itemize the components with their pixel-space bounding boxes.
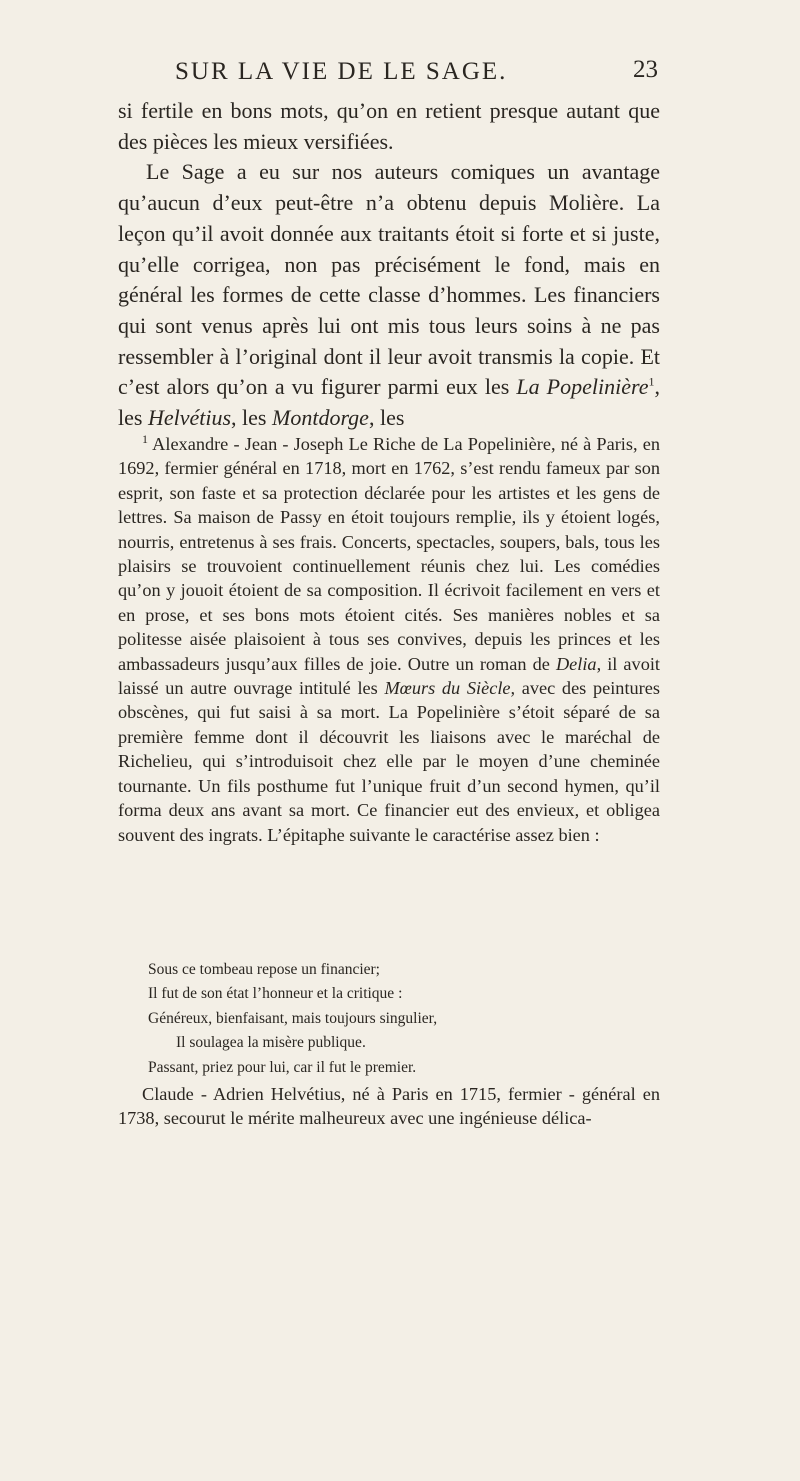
title-moeurs-du-siecle: Mœurs du Siècle, — [384, 678, 516, 699]
footnote-mark: 1 — [142, 431, 148, 446]
running-title: SUR LA VIE DE LE SAGE. — [175, 58, 508, 85]
verse-line: Généreux, bienfaisant, mais toujours singulier, — [148, 1009, 438, 1027]
verse-line: Il soulagea la misère publique. — [176, 1034, 366, 1052]
paragraph-2 — [118, 157, 660, 433]
footnote-text-a: Alexandre - Jean - Joseph Le Riche de La Popelinière, né à Paris, en 1692, fermier général en 1718, mort en 1762, s’est rendu fameux par son esprit, son faste et sa protection déclarée pour les artistes et les gens de lettres. Sa maison de Passy en étoit toujours remplie, ils y étoient logés, nourris, entretenus à ses frais. Concerts, spectacles, soupers, bals, tous les plaisirs se trouvoient continuellement réunis chez lui. Les comédies qu’on y jouoit étoient de sa composition. Il écrivoit facilement en vers et en prose, et ses bons mots étoient cités. Ses manières nobles et sa politesse aisée plaisoient à tous ses convives, depuis les princes et les ambassadeurs jusqu’aux filles de joie. Outre un roman de — [118, 434, 660, 674]
footnote-text-b: , il avoit laissé un autre ouvrage intitulé les — [118, 653, 660, 699]
footnote-2-paragraph: Claude - Adrien Helvétius, né à Paris en 1715, fermier - général en 1738, secourut le mérite malheureux avec une ingénieuse délica- — [118, 1084, 660, 1129]
name-montdorge: Montdorge — [272, 405, 369, 431]
epitaph-verse — [148, 958, 668, 1080]
footnote-1-paragraph — [118, 432, 660, 847]
separator: , les — [118, 374, 660, 431]
verse-line: Il fut de son état l’honneur et la critique : — [148, 985, 403, 1003]
title-delia: Delia — [555, 653, 597, 674]
name-la-popeliniere: La Popelinière — [516, 374, 649, 400]
paragraph-2-text: Le Sage a eu sur nos auteurs comiques un avantage qu’aucun d’eux peut-être n’a obtenu depuis Molière. La leçon qu’il avoit donnée aux traitants étoit si forte et si juste, qu’elle corrigea, non pas précisément le fond, mais en général les formes de cette classe d’hommes. Les financiers qui sont venus après lui ont mis tous leurs soins à ne pas ressembler à l’original dont il leur avoit transmis la copie. Et c’est alors qu’on a vu figurer parmi eux les — [118, 159, 660, 400]
footnote-2 — [118, 1082, 660, 1131]
footnote-text-c: avec des peintures obscènes, qui fut saisi à sa mort. La Popelinière s’étoit séparé de sa première femme dont il découvrit les liaisons avec le maréchal de Richelieu, qui s’introduisoit chez elle par le moyen d’une cheminée tournante. Un fils posthume fut l’unique fruit d’un second hymen, qu’il forma deux ans avant sa mort. Ce financier eut des envieux, et obligea souvent des ingrats. L’épitaphe suivante le caractérise assez bien : — [118, 678, 660, 845]
separator: , les — [231, 405, 272, 431]
verse-line: Passant, priez pour lui, car il fut le premier. — [148, 1058, 417, 1076]
name-helvetius: Helvétius — [147, 405, 232, 431]
paragraph-end: , les — [368, 405, 405, 431]
main-text — [118, 96, 660, 434]
verse-line: Sous ce tombeau repose un financier; — [148, 961, 380, 978]
footnote-1 — [118, 432, 660, 847]
footnote-reference[interactable]: 1 — [648, 375, 655, 389]
page-number: 23 — [633, 56, 658, 83]
paragraph-1: si fertile en bons mots, qu’on en retient presque autant que des pièces les mieux versifiées. — [118, 98, 660, 154]
